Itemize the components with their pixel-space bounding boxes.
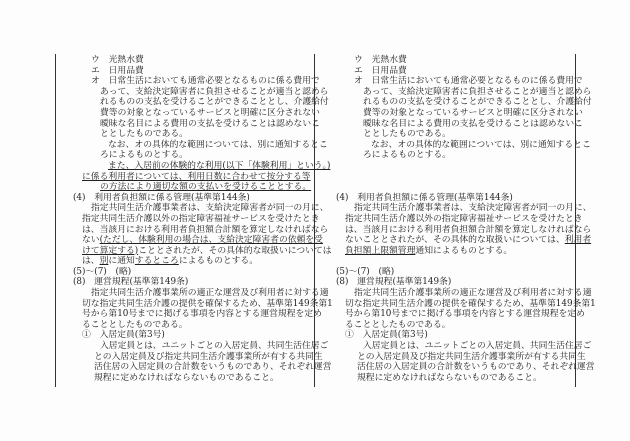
text-segment: ととしたものである。 <box>363 129 451 140</box>
text-segment: エ 日用品費 <box>91 65 144 76</box>
text-segment: 通知によるものとする。 <box>415 245 513 256</box>
text-line <box>336 288 592 299</box>
text-segment: ろによるものとする。 <box>363 150 451 161</box>
text-line <box>336 76 583 87</box>
text-segment: 費等の対象となっているサービスと明確に区分されない <box>363 107 583 118</box>
text-segment: あって、支給決定障害者に負担させることが適当と認めら <box>363 86 592 97</box>
text-line <box>73 160 331 172</box>
text-segment: は、当該月における利用者負担額合計額を算定しなければなら <box>345 224 592 235</box>
text-segment: 費等の対象となっているサービスと明確に区分されない <box>100 107 320 118</box>
text-segment: との入居定員及び指定共同生活介護事業所が有する共同生 <box>94 351 323 362</box>
text-line <box>336 139 591 151</box>
text-line <box>336 309 585 320</box>
text-segment: 切な指定共同生活介護の提供を確保するため、基準第149条第1 <box>345 298 596 309</box>
text-line <box>73 351 323 363</box>
text-line <box>336 341 592 352</box>
text-segment: 規程に定めなければならないものであること。 <box>94 372 279 383</box>
text-line <box>73 129 313 140</box>
text-segment: 曖昧な名目による費用の支払を受けることは認めないこ <box>363 118 583 129</box>
text-line <box>73 182 313 193</box>
text-line <box>336 97 592 108</box>
text-segment: 活住居の入居定員の合計数をいうものであり、それぞれ運営 <box>357 362 595 373</box>
text-line <box>73 267 313 278</box>
text-line <box>73 150 313 161</box>
text-line <box>73 309 322 320</box>
text-segment: ととしたものである。 <box>100 129 188 140</box>
text-segment: なお、オの具体的な範囲については、別に通知するとこ <box>108 139 328 150</box>
text-segment: ① 入居定員(第3号) <box>82 330 165 341</box>
text-segment: 活住居の入居定員の合計数をいうものであり、それぞれ運営 <box>94 362 332 373</box>
text-line <box>336 330 576 341</box>
text-line <box>336 203 592 214</box>
text-segment: との入居定員及び指定共同生活介護事業所が有する共同生 <box>357 351 586 362</box>
text-line <box>73 235 323 246</box>
text-segment: ることとしたものである。 <box>345 319 451 330</box>
text-segment: 入居定員とは、ユニットごとの入居定員、共同生活住居ご <box>363 341 592 352</box>
text-segment: 指定共同生活介護事業者は、支給決定障害者が同一の月に、 <box>91 203 329 214</box>
text-segment: ろによるものとする。 <box>100 150 188 161</box>
underlined-amendment-text: 別 <box>99 256 109 267</box>
text-line <box>73 224 329 236</box>
text-segment: (4) 利用者負担額に係る管理(基準第144条) <box>336 192 513 203</box>
text-line <box>73 256 313 267</box>
text-line <box>336 267 576 278</box>
text-segment: オ 日常生活においても通常必要となるものに係る費用で <box>91 76 320 87</box>
text-segment: 指定共同生活介護以外の指定障害福祉サービスを受けたとき <box>82 213 320 224</box>
text-segment: れるものの支払を受けることができることとし、介護給付 <box>100 97 329 108</box>
text-segment: こととされたが、その具体的な取扱いについては <box>138 245 332 256</box>
underlined-amendment-text: 負担額上限額管理 <box>345 245 416 256</box>
text-line <box>336 320 576 331</box>
text-line <box>336 193 576 204</box>
text-line <box>336 362 595 373</box>
text-line <box>336 150 576 161</box>
underlined-amendment-text: の方法により適切な額の支払いを受けることとする。 <box>100 182 312 193</box>
text-segment: ウ 光熱水費 <box>354 55 407 65</box>
text-segment: 曖昧な名目による費用の支払を受けることは認めないこ <box>100 118 320 129</box>
text-line <box>336 235 592 246</box>
text-line <box>73 298 333 310</box>
text-line <box>336 373 576 384</box>
text-line <box>73 277 313 288</box>
text-line <box>73 172 313 183</box>
text-segment: れるものの支払を受けることができることとし、介護給付 <box>363 97 592 108</box>
text-segment: 指定共同生活介護事業所の適正な運営及び利用者に対する適 <box>354 288 592 299</box>
text-segment: なお、オの具体的な範囲については、別に通知するとこ <box>371 139 591 150</box>
text-segment: エ 日用品費 <box>354 65 407 76</box>
text-line <box>73 86 329 98</box>
text-segment: ① 入居定員(第3号) <box>345 330 428 341</box>
text-line <box>336 66 576 77</box>
underlined-amendment-text: するところ <box>134 256 179 267</box>
text-line <box>73 97 329 108</box>
blank-line <box>336 182 576 193</box>
text-line <box>73 107 320 119</box>
text-segment: 指定共同生活介護事業者は、支給決定障害者が同一の月に、 <box>354 203 592 214</box>
text-line <box>73 288 329 299</box>
text-segment: (5)～(7) (略) <box>73 266 132 277</box>
text-segment: ないこととされたが、その具体的な取扱いについては、 <box>345 235 565 246</box>
text-segment: は、 <box>82 256 100 267</box>
text-segment: ることとしたものである。 <box>82 319 188 330</box>
text-segment: は、当該月における利用者負担額合計額を算定しなければなら <box>82 224 329 235</box>
text-line <box>336 224 592 236</box>
text-line <box>73 118 320 130</box>
text-segment: (8) 運営規程(基準第149条) <box>73 277 189 288</box>
text-line <box>73 213 320 225</box>
text-line <box>73 341 329 352</box>
text-line <box>336 213 583 225</box>
underlined-amendment-text: 利用者 <box>564 235 592 246</box>
table-border-left <box>55 54 56 387</box>
text-segment: 号から第10号までに掲げる事項を内容とする運営規程を定め <box>82 309 322 320</box>
text-segment: 指定共同生活介護以外の指定障害福祉サービスを受けたとき <box>345 213 583 224</box>
text-line <box>73 245 332 257</box>
text-line <box>336 351 586 363</box>
text-segment: (8) 運営規程(基準第149条) <box>336 277 452 288</box>
text-segment: (4) 利用者負担額に係る管理(基準第144条) <box>73 192 250 203</box>
blank-line <box>336 172 576 183</box>
underlined-amendment-text: に係る利用者については、利用日数に合わせて按分する等 <box>82 171 311 182</box>
text-line <box>73 66 313 77</box>
text-line <box>73 330 313 341</box>
text-segment: によるものとする。 <box>178 256 259 267</box>
underlined-amendment-text: (ただし、体験利用の場合は、支給決定障害者の依頼を受 <box>99 235 323 246</box>
text-segment: 指定共同生活介護事業所の適正な運営及び利用者に対する適 <box>91 288 329 299</box>
text-segment: 号から第10号までに掲げる事項を内容とする運営規程を定め <box>345 309 585 320</box>
text-segment: ない <box>82 235 100 246</box>
blank-line <box>336 256 576 267</box>
current-text-column <box>336 55 596 383</box>
text-line <box>336 55 576 66</box>
underlined-amendment-text: また、入居前の体験的な利用(以下「体験利用」という。) <box>108 160 331 171</box>
text-segment: ウ 光熱水費 <box>91 55 144 65</box>
text-segment: あって、支給決定障害者に負担させることが適当と認めら <box>100 86 329 97</box>
text-line <box>73 139 328 151</box>
revised-text-column <box>73 55 333 383</box>
text-line <box>73 362 332 373</box>
text-line <box>336 129 576 140</box>
text-line <box>336 298 596 310</box>
text-line <box>73 320 313 331</box>
text-line <box>73 76 320 87</box>
text-line <box>336 107 583 119</box>
text-line <box>336 86 592 98</box>
text-line <box>336 118 583 130</box>
text-segment: 切な指定共同生活介護の提供を確保するため、基準第149条第1 <box>82 298 333 309</box>
underlined-amendment-text: けて算定する) <box>82 245 139 256</box>
text-segment: に通知 <box>108 256 135 267</box>
text-line <box>73 55 313 66</box>
text-line <box>336 246 576 257</box>
text-line <box>73 373 313 384</box>
text-line <box>73 203 329 214</box>
text-line <box>73 193 313 204</box>
text-segment: 規程に定めなければならないものであること。 <box>357 372 542 383</box>
text-segment: (5)～(7) (略) <box>336 266 395 277</box>
text-segment: 入居定員とは、ユニットごとの入居定員、共同生活住居ご <box>100 341 329 352</box>
text-segment: オ 日常生活においても通常必要となるものに係る費用で <box>354 76 583 87</box>
blank-line <box>336 161 576 172</box>
text-line <box>336 277 576 288</box>
